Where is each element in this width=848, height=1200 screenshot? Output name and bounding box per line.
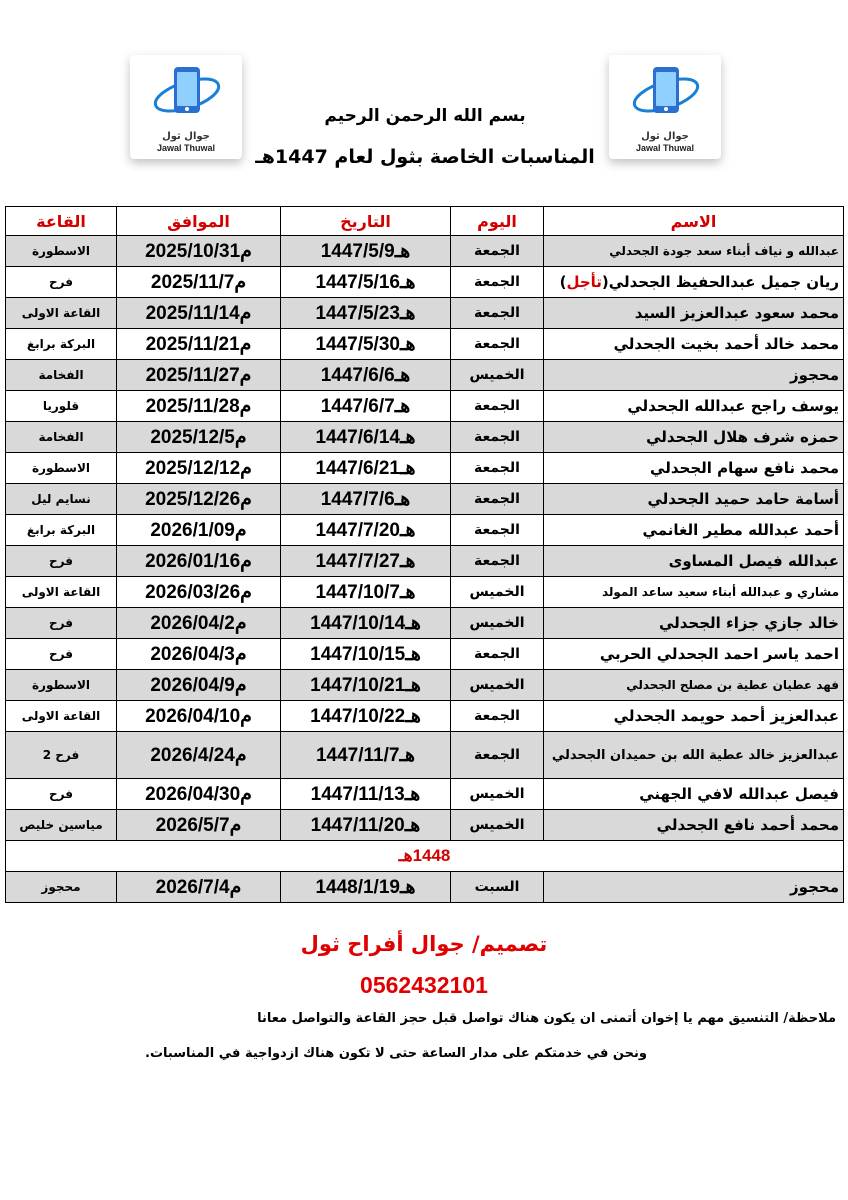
cell-date-hijri: 1447/7/20هـ (281, 515, 451, 546)
header-name: الاسم (544, 207, 844, 236)
cell-date-gregorian: 2025/12/5م (117, 422, 281, 453)
cell-date-hijri: 1447/5/9هـ (281, 236, 451, 267)
cell-day: الخميس (451, 360, 544, 391)
table-row (6, 639, 844, 670)
table-row (6, 236, 844, 267)
logo-text-ar: جوال ثول (162, 131, 210, 142)
note-line-1: ملاحظة/ التنسيق مهم يا إخوان أتمنى ان يكون هناك تواصل قبل حجز القاعة والتواصل معانا (257, 1011, 836, 1026)
cell-day: الجمعة (451, 236, 544, 267)
cell-name: أحمد عبدالله مطير الغانمي (544, 515, 844, 546)
table-row (6, 329, 844, 360)
cell-date-hijri: 1447/11/20هـ (281, 810, 451, 841)
cell-date-hijri: 1447/6/7هـ (281, 391, 451, 422)
cell-date-hijri: 1447/10/22هـ (281, 701, 451, 732)
cell-day: السبت (451, 872, 544, 903)
cell-day: الجمعة (451, 453, 544, 484)
cell-hall: الفخامة (6, 360, 117, 391)
cell-name: فهد عطيان عطية بن مصلح الجحدلي (544, 670, 844, 701)
cell-date-gregorian: 2026/03/26م (117, 577, 281, 608)
events-table (5, 206, 844, 903)
cell-hall: البركة برابغ (6, 329, 117, 360)
cell-hall: القاعة الاولى (6, 577, 117, 608)
table-row (6, 577, 844, 608)
cell-hall: فرح (6, 546, 117, 577)
cell-hall: فرح (6, 779, 117, 810)
cell-name: مشاري و عبدالله أبناء سعيد ساعد المولد (544, 577, 844, 608)
cell-date-hijri: 1447/5/16هـ (281, 267, 451, 298)
cell-date-gregorian: 2026/04/10م (117, 701, 281, 732)
table-row (6, 515, 844, 546)
cell-name: محمد سعود عبدالعزيز السيد (544, 298, 844, 329)
cell-name: محمد خالد أحمد بخيت الجحدلي (544, 329, 844, 360)
cell-date-gregorian: 2025/11/28م (117, 391, 281, 422)
cell-day: الجمعة (451, 639, 544, 670)
cell-date-gregorian: 2025/12/12م (117, 453, 281, 484)
phone-logo-icon (631, 63, 701, 125)
header-date-hijri: التاريخ (281, 207, 451, 236)
logo-right (609, 55, 721, 159)
cell-date-hijri: 1447/5/23هـ (281, 298, 451, 329)
table-row (6, 546, 844, 577)
contact-phone: 0562432101 (360, 972, 488, 998)
cell-date-gregorian: 2026/01/16م (117, 546, 281, 577)
cell-name: فيصل عبدالله لافي الجهني (544, 779, 844, 810)
cell-name: احمد ياسر احمد الجحدلي الحربي (544, 639, 844, 670)
cell-hall: مياسين خليص (6, 810, 117, 841)
header-hall: القاعة (6, 207, 117, 236)
cell-day: الخميس (451, 670, 544, 701)
cell-name: محجوز (544, 872, 844, 903)
cell-date-hijri: 1448/1/19هـ (281, 872, 451, 903)
cell-date-hijri: 1447/6/21هـ (281, 453, 451, 484)
cell-day: الخميس (451, 577, 544, 608)
cell-date-hijri: 1447/5/30هـ (281, 329, 451, 360)
cell-date-hijri: 1447/7/6هـ (281, 484, 451, 515)
cell-date-gregorian: 2025/11/27م (117, 360, 281, 391)
cell-date-gregorian: 2025/11/14م (117, 298, 281, 329)
table-row (6, 422, 844, 453)
cell-day: الجمعة (451, 701, 544, 732)
cell-date-hijri: 1447/11/7هـ (281, 732, 451, 779)
cell-hall: القاعة الاولى (6, 701, 117, 732)
table-row (6, 608, 844, 639)
cell-day: الخميس (451, 779, 544, 810)
table-row (6, 391, 844, 422)
cell-hall: فرح (6, 267, 117, 298)
table-header-row (6, 207, 844, 236)
cell-hall: القاعة الاولى (6, 298, 117, 329)
cell-date-hijri: 1447/10/7هـ (281, 577, 451, 608)
cell-date-gregorian: 2026/04/3م (117, 639, 281, 670)
year-separator: 1448هـ (6, 841, 844, 872)
logo-text-en: Jawal Thuwal (156, 143, 216, 153)
cell-hall: الفخامة (6, 422, 117, 453)
cell-name: محمد نافع سهام الجحدلي (544, 453, 844, 484)
cell-date-gregorian: 2026/5/7م (117, 810, 281, 841)
cell-name: محجوز (544, 360, 844, 391)
table-row (6, 779, 844, 810)
cell-hall: الاسطورة (6, 670, 117, 701)
cell-hall: فرح (6, 608, 117, 639)
basmala-title: بسم الله الرحمن الرحيم (324, 106, 526, 126)
phone-logo-icon (152, 63, 222, 125)
cell-date-gregorian: 2026/4/24م (117, 732, 281, 779)
cell-date-gregorian: 2026/04/30م (117, 779, 281, 810)
cell-day: الجمعة (451, 484, 544, 515)
cell-date-gregorian: 2026/04/9م (117, 670, 281, 701)
cell-day: الجمعة (451, 422, 544, 453)
cell-hall: الاسطورة (6, 453, 117, 484)
table-row (6, 298, 844, 329)
cell-hall: قلوريا (6, 391, 117, 422)
cell-day: الجمعة (451, 329, 544, 360)
cell-name: عبدالعزيز أحمد حويمد الجحدلي (544, 701, 844, 732)
cell-date-gregorian: 2026/7/4م (117, 872, 281, 903)
cell-day: الجمعة (451, 515, 544, 546)
cell-date-hijri: 1447/6/6هـ (281, 360, 451, 391)
cell-day: الجمعة (451, 732, 544, 779)
cell-hall: نسايم ليل (6, 484, 117, 515)
table-row (6, 810, 844, 841)
name-text: ريان جميل عبدالحفيظ الجحدلي( (601, 273, 839, 291)
header-day: اليوم (451, 207, 544, 236)
cell-date-hijri: 1447/10/14هـ (281, 608, 451, 639)
cell-date-gregorian: 2025/12/26م (117, 484, 281, 515)
cell-date-hijri: 1447/6/14هـ (281, 422, 451, 453)
cell-day: الخميس (451, 810, 544, 841)
cell-date-gregorian: 2026/1/09م (117, 515, 281, 546)
cell-hall: البركة برابغ (6, 515, 117, 546)
header-date-gregorian: الموافق (117, 207, 281, 236)
cell-date-gregorian: 2025/11/21م (117, 329, 281, 360)
table-row (6, 453, 844, 484)
cell-date-hijri: 1447/10/21هـ (281, 670, 451, 701)
table-row (6, 360, 844, 391)
cell-hall: فرح 2 (6, 732, 117, 779)
cell-date-hijri: 1447/11/13هـ (281, 779, 451, 810)
table-row (6, 701, 844, 732)
cell-name: عبدالله فيصل المساوى (544, 546, 844, 577)
table-row (6, 732, 844, 779)
postponed-badge: تأجل (566, 273, 602, 291)
logo-text-en: Jawal Thuwal (635, 143, 695, 153)
table-row (6, 484, 844, 515)
cell-day: الخميس (451, 608, 544, 639)
logo-left (130, 55, 242, 159)
table-row (6, 670, 844, 701)
cell-date-hijri: 1447/10/15هـ (281, 639, 451, 670)
note-line-2: ونحن في خدمتكم على مدار الساعة حتى لا تكون هناك ازدواجية في المناسبات. (145, 1046, 647, 1061)
cell-hall: محجوز (6, 872, 117, 903)
cell-date-gregorian: 2026/04/2م (117, 608, 281, 639)
cell-hall: الاسطورة (6, 236, 117, 267)
cell-name: يوسف راجح عبدالله الجحدلي (544, 391, 844, 422)
logo-text-ar: جوال ثول (641, 131, 689, 142)
cell-date-gregorian: 2025/11/7م (117, 267, 281, 298)
cell-day: الجمعة (451, 546, 544, 577)
cell-hall: فرح (6, 639, 117, 670)
year-separator-row (6, 841, 844, 872)
designer-credit: تصميم/ جوال أفراح ثول (300, 932, 548, 956)
cell-name: عبدالله و نياف أبناء سعد جودة الجحدلي (544, 236, 844, 267)
cell-day: الجمعة (451, 267, 544, 298)
cell-day: الجمعة (451, 298, 544, 329)
page-title: المناسبات الخاصة بثول لعام 1447هـ (255, 146, 595, 168)
cell-name: حمزه شرف هلال الجحدلي (544, 422, 844, 453)
cell-date-gregorian: 2025/10/31م (117, 236, 281, 267)
cell-name: عبدالعزيز خالد عطية الله بن حميدان الجحدلي (544, 732, 844, 779)
cell-date-hijri: 1447/7/27هـ (281, 546, 451, 577)
cell-name: أسامة حامد حميد الجحدلي (544, 484, 844, 515)
table-row (6, 267, 844, 298)
cell-name (544, 267, 844, 298)
table-row (6, 872, 844, 903)
cell-name: محمد أحمد نافع الجحدلي (544, 810, 844, 841)
cell-day: الجمعة (451, 391, 544, 422)
name-paren: ) (559, 273, 567, 291)
cell-name: خالد جازي جزاء الجحدلي (544, 608, 844, 639)
